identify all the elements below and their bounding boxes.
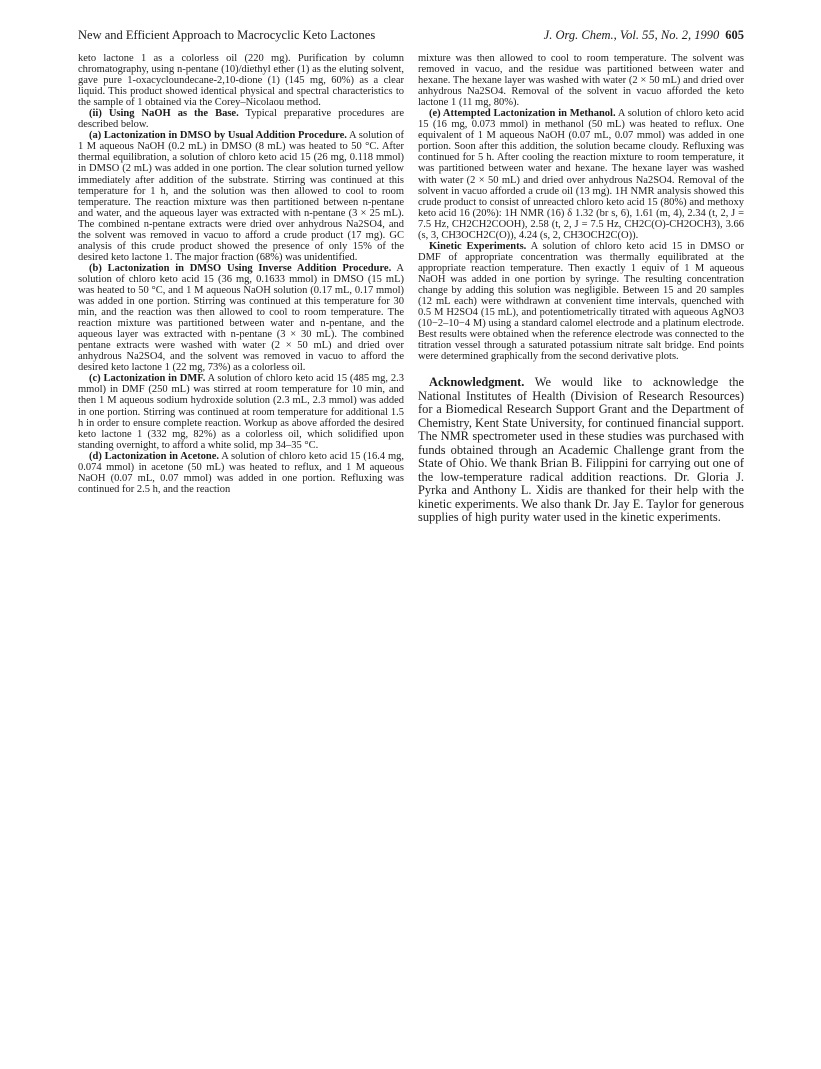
paragraph-continued: keto lactone 1 as a colorless oil (220 mg). Purification by column chromatography, using n-pentane (10)/diethyl ether (1) as the eluting solvent, gave pure 1-oxacycloundecane-2,10-dione (1) (145 mg, 60%) as a clear liquid. This product showed identical physical and spectral characteristics to the sample of 1 obtained via the Corey–Nicolaou method. bbox=[78, 53, 404, 109]
section-heading: Kinetic Experiments. bbox=[429, 240, 527, 252]
paragraph-naoh-base bbox=[78, 108, 404, 130]
paragraph-dmso-usual bbox=[78, 130, 404, 263]
paragraph-dmf bbox=[78, 373, 404, 450]
paragraph-dmso-inverse bbox=[78, 263, 404, 373]
section-heading: (d) Lactonization in Acetone. bbox=[89, 450, 220, 462]
paragraph-kinetic-experiments bbox=[418, 241, 744, 363]
section-heading: (ii) Using NaOH as the Base. bbox=[89, 108, 239, 120]
paragraph-text: We would like to acknowledge the National Institutes of Health (Division of Research Resources) for a Biomedical Research Support Grant and the Department of Chemistry, Kent State University, for continued financial support. The NMR spectrometer used in these studies was purchased with funds obtained through an Academic Challenge grant from the State of Ohio. We thank Brian B. Filippini for carrying out one of the low-temperature radical addition reactions. Dr. Gloria J. Pyrka and Anthony L. Xidis are thanked for their help with the kinetic experiments. We also thank Dr. Jay E. Taylor for generous supplies of high purity water used in the kinetic experiments. bbox=[418, 375, 745, 525]
page-number: 605 bbox=[725, 28, 744, 42]
journal-citation bbox=[544, 27, 744, 43]
section-heading: (a) Lactonization in DMSO by Usual Addition Procedure. bbox=[89, 130, 347, 142]
paragraph-text: A solution of chloro keto acid 15 (36 mg, 0.1633 mmol) in DMSO (15 mL) was heated to 50 °C, and 1 M aqueous NaOH solution (0.17 mL, 0.17 mmol) was added in one portion. Stirring was continued at this temperature for 30 min, and the reaction was then allowed to cool to room temperature. The reaction mixture was partitioned between water and n-pentane, and the aqueous layer was extracted with n-pentane (3 × 30 mL). The combined pentane extracts were washed with water (2 × 50 mL) and dried over anhydrous Na2SO4, and the solvent was removed in vacuo to afford the desired keto lactone 1 (22 mg, 73%) as a colorless oil. bbox=[78, 262, 405, 374]
running-title: New and Efficient Approach to Macrocyclic Keto Lactones bbox=[78, 28, 376, 42]
acknowledgment-paragraph bbox=[418, 376, 744, 525]
journal-name: J. Org. Chem., Vol. 55, No. 2, 1990 bbox=[543, 28, 720, 42]
paragraph-text: A solution of 1 M aqueous NaOH (0.2 mL) in DMSO (8 mL) was heated to 50 °C. After thermal equilibration, a solution of chloro keto acid 15 (26 mg, 0.118 mmol) in DMSO (2 mL) was added in one portion. The clear solution turned yellow immediately after addition of the substrate. Stirring was continued at this temperature for 1 h, and the solution was then allowed to cool to room temperature. The reaction mixture was then partitioned between n-pentane and water, and the aqueous layer was extracted with n-pentane (3 × 25 mL). The combined n-pentane extracts were dried over anhydrous Na2SO4, and the solvent was removed in vacuo to afford a crude product (17 mg). GC analysis of this crude product showed the presence of only 15% of the desired keto lactone 1. The major fraction (68%) was unidentified. bbox=[78, 130, 405, 263]
left-column bbox=[78, 53, 404, 495]
section-heading: (c) Lactonization in DMF. bbox=[89, 373, 206, 385]
paragraph-text: A solution of chloro keto acid 15 (16.4 mg, 0.074 mmol) in acetone (50 mL) was heated to reflux, and 1 M aqueous NaOH (0.07 mL, 0.07 mmol) was added in one portion. Refluxing was continued for 2.5 h, and the reaction bbox=[78, 450, 404, 495]
paragraph-methanol bbox=[418, 108, 744, 241]
paragraph-continued: mixture was then allowed to cool to room temperature. The solvent was removed in vacuo, and the residue was partitioned between water and hexane. The hexane layer was washed with water (2 × 50 mL) and dried over anhydrous Na2SO4. Removal of the solvent in vacuo afforded the keto lactone 1 (11 mg, 80%). bbox=[418, 53, 744, 109]
paragraph-text: Typical preparative procedures are described below. bbox=[78, 108, 405, 131]
paragraph-text: A solution of chloro keto acid 15 (485 mg, 2.3 mmol) in DMF (250 mL) was stirred at room temperature for 10 min, and then 1 M aqueous sodium hydroxide solution (2.3 mL, 2.3 mmol) was added in one portion. Stirring was continued at room temperature for additional 1.5 h in order to ensure complete reaction. Workup as above afforded the desired keto lactone 1 (332 mg, 82%) as a colorless oil, which solidified upon standing overnight, to afford a white solid, mp 34–35 °C. bbox=[78, 373, 405, 451]
paragraph-text: A solution of chloro keto acid 15 in DMSO or DMF of appropriate concentration was thermally equilibrated at the appropriate reaction temperature. Then exactly 1 equiv of 1 M aqueous NaOH was added in one portion by syringe. The resulting concentration change by adding this solution was negligible. Between 15 and 20 samples (12 mL each) were withdrawn at convenient time intervals, quenched with 0.5 M H2SO4 (15 mL), and potentiometrically titrated with aqueous AgNO3 (10−2–10−4 M) using a standard calomel electrode and a platinum electrode. Best results were obtained when the reference electrode was connected to the titration vessel through a saturated potassium nitrate salt bridge. End points were determined graphically from the second derivative plots. bbox=[418, 240, 745, 363]
right-column bbox=[418, 53, 744, 525]
paragraph-text: A solution of chloro keto acid 15 (16 mg, 0.073 mmol) in methanol (50 mL) was heated to reflux. One equivalent of 1 M aqueous NaOH (0.07 mL, 0.07 mmol) was added in one portion. Soon after this addition, the solution became cloudy. Refluxing was continued for 5 h. After cooling the reaction mixture to room temperature, it was partitioned between water and hexane. The hexane layer was washed with water (2 × 50 mL) and dried over anhydrous Na2SO4. Removal of the solvent in vacuo afforded a crude oil (13 mg). 1H NMR analysis showed this crude product to consist of unreacted chloro keto acid 15 (80%) and methoxy keto acid 16 (20%): 1H NMR (16) δ 1.32 (br s, 6), 1.61 (m, 4), 2.34 (t, 2, J = 7.5 Hz, CH2CH2COOH), 2.58 (t, 2, J = 7.5 Hz, CH2C(O)-CH2OCH3), 3.66 (s, 3, CH3OCH2C(O)), 4.24 (s, 2, CH3OCH2C(O)). bbox=[418, 108, 745, 241]
paragraph-acetone bbox=[78, 451, 404, 495]
running-header bbox=[78, 27, 744, 43]
section-heading: Acknowledgment. bbox=[429, 375, 525, 390]
section-heading: (e) Attempted Lactonization in Methanol. bbox=[429, 108, 616, 120]
section-heading: (b) Lactonization in DMSO Using Inverse Addition Procedure. bbox=[89, 262, 392, 274]
